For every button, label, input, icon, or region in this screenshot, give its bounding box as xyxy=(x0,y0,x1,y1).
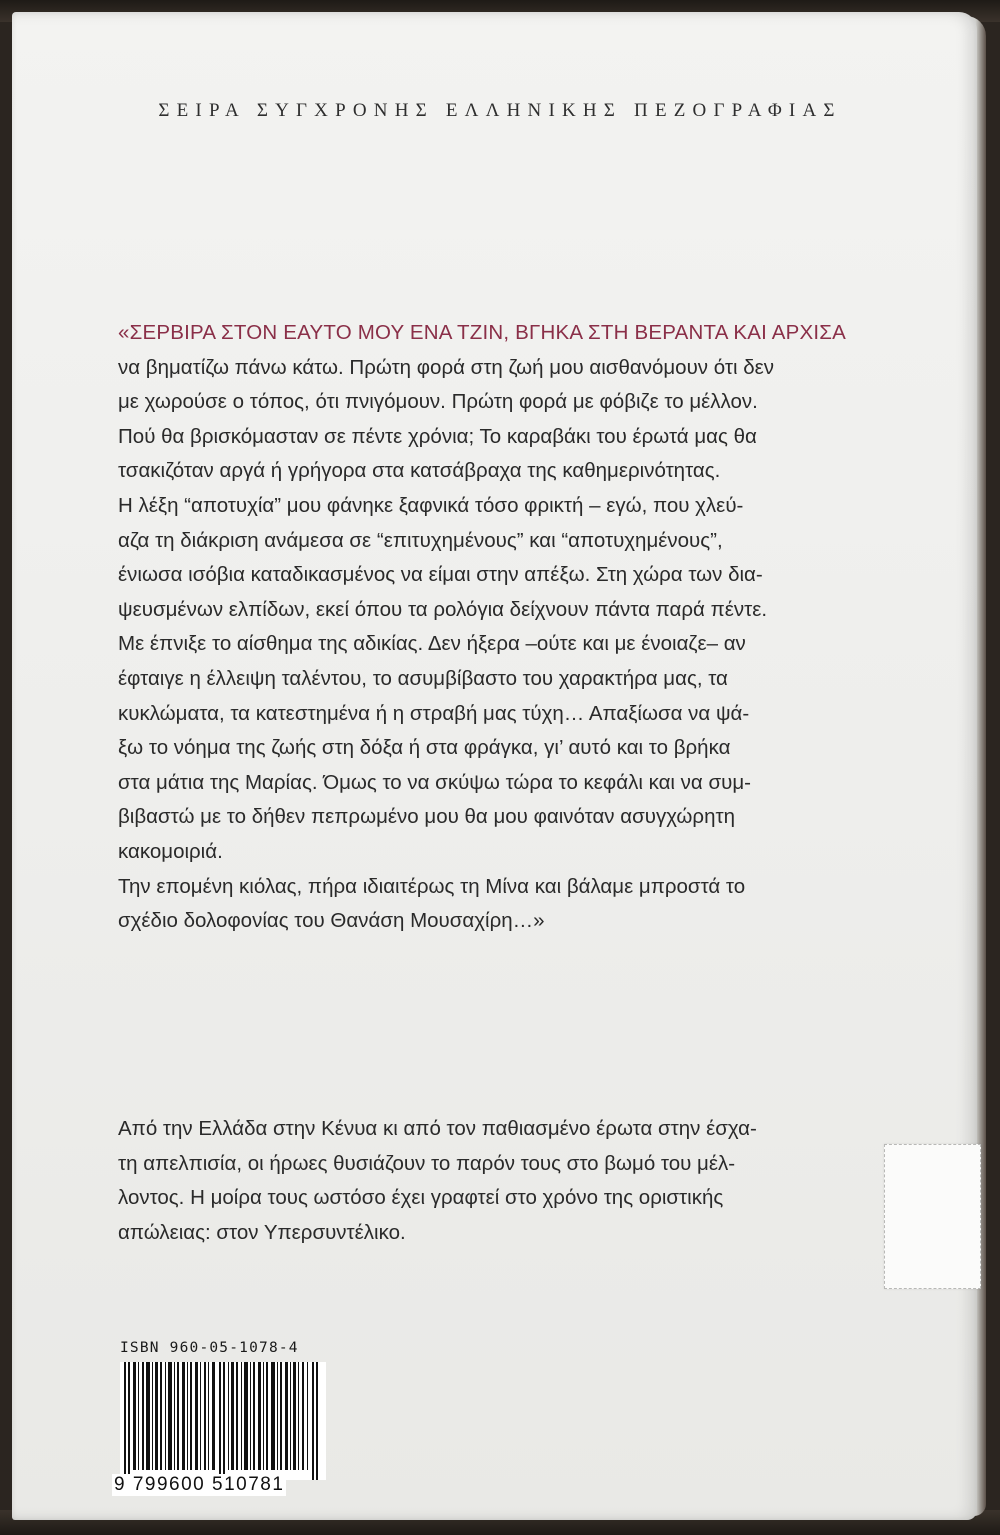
excerpt-line: Με έπνιξε το αίσθημα της αδικίας. Δεν ήξερα –ούτε και με ένοιαζε– αν xyxy=(118,632,746,656)
excerpt-line: σχέδιο δολοφονίας του Θανάση Μουσαχίρη…» xyxy=(118,909,545,933)
library-sticker xyxy=(884,1144,981,1289)
excerpt-line: κυκλώματα, τα κατεστημένα ή η στραβή μας τύχη… Απαξίωσα να ψά- xyxy=(118,701,750,725)
blurb-line: Από την Ελλάδα στην Κένυα κι από τον παθιασμένο έρωτα στην έσχα- xyxy=(118,1117,757,1140)
excerpt-line: ένιωσα ισόβια καταδικασμένος να είμαι στην απέξω. Στη χώρα των δια- xyxy=(118,563,763,587)
excerpt-line: στα μάτια της Μαρίας. Όμως το να σκύψω τώρα το κεφάλι και να συμ- xyxy=(118,770,751,794)
blurb-line: απώλειας: στον Υπερσυντέλικο. xyxy=(118,1220,406,1244)
excerpt-line: κακομοιριά. xyxy=(118,839,223,863)
excerpt-text xyxy=(118,316,898,939)
excerpt-line: να βηματίζω πάνω κάτω. Πρώτη φορά στη ζωή μου αισθανόμουν ότι δεν xyxy=(118,355,774,379)
isbn-label: ISBN 960-05-1078-4 xyxy=(120,1340,299,1356)
excerpt-line: ψευσμένων ελπίδων, εκεί όπου τα ρολόγια δείχνουν πάντα παρά πέντε. xyxy=(118,597,768,621)
blurb-line: τη απελπισία, οι ήρωες θυσιάζουν το παρόν τους στο βωμό του μέλ- xyxy=(118,1151,736,1175)
excerpt-line: αζα τη διάκριση ανάμεσα σε “επιτυχημένους” και “αποτυχημένους”, xyxy=(118,528,723,552)
excerpt-line: έφταιγε η έλλειψη ταλέντου, το ασυμβίβαστο του χαρακτήρα μας, τα xyxy=(118,666,728,690)
excerpt-line: Η λέξη “αποτυχία” μου φάνηκε ξαφνικά τόσο φρικτή – εγώ, που χλεύ- xyxy=(118,493,744,517)
barcode-number: 9 799600 510781 xyxy=(114,1474,285,1495)
excerpt-opening-line: «ΣΕΡΒΙΡΑ ΣΤΟΝ ΕΑΥΤΟ ΜΟΥ ΕΝΑ ΤΖΙΝ, ΒΓΗΚΑ ΣΤΗ ΒΕΡΑΝΤΑ ΚΑΙ ΑΡΧΙΣΑ xyxy=(118,321,847,344)
series-title: ΣΕΙΡΑ ΣΥΓΧΡΟΝΗΣ ΕΛΛΗΝΙΚΗΣ ΠΕΖΟΓΡΑΦΙΑΣ xyxy=(158,100,842,121)
excerpt-line: βιβαστώ με το δήθεν πεπρωμένο μου θα μου φαινόταν ασυγχώρητη xyxy=(118,805,735,829)
blurb-text xyxy=(118,1112,898,1250)
barcode-bars xyxy=(120,1362,326,1480)
excerpt-line: Πού θα βρισκόμασταν σε πέντε χρόνια; Το καραβάκι του έρωτά μας θα xyxy=(118,424,757,448)
excerpt-line: τσακιζόταν αργά ή γρήγορα στα κατσάβραχα της καθημερινότητας. xyxy=(118,459,721,483)
excerpt-line: Την επομένη κιόλας, πήρα ιδιαιτέρως τη Μίνα και βάλαμε μπροστά το xyxy=(118,874,746,898)
excerpt-line: με χωρούσε ο τόπος, ότι πνιγόμουν. Πρώτη φορά με φόβιζε το μέλλον. xyxy=(118,390,758,414)
excerpt-line: ξω το νόημα της ζωής στη δόξα ή στα φράγκα, γι’ αυτό και το βρήκα xyxy=(118,736,731,760)
blurb-line: λοντος. Η μοίρα τους ωστόσο έχει γραφτεί στο χρόνο της οριστικής xyxy=(118,1186,724,1210)
barcode xyxy=(120,1362,326,1480)
